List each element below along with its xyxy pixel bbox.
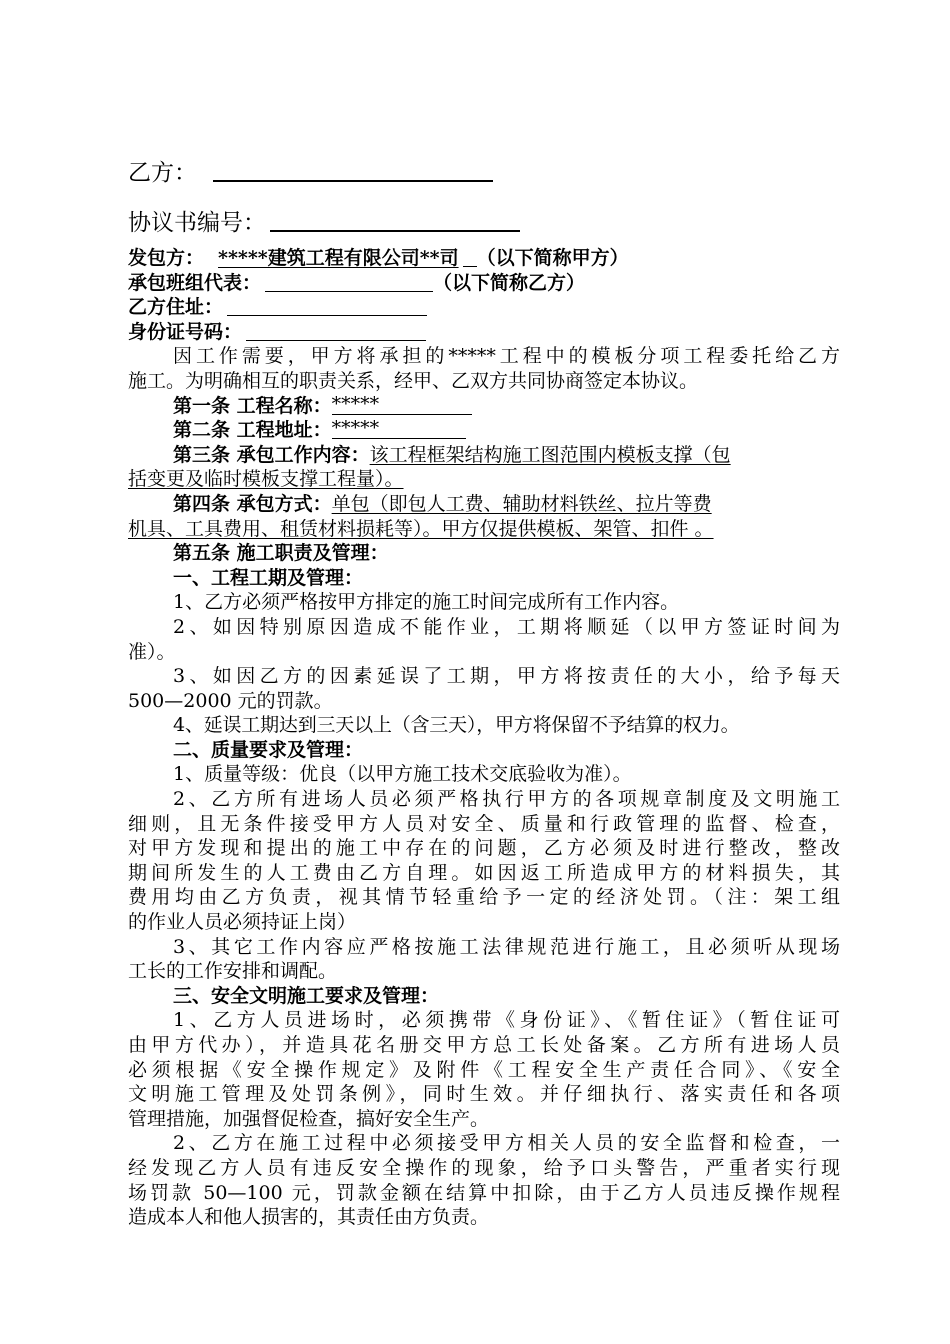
- article-3-label: 第三条 承包工作内容：: [173, 443, 370, 466]
- article-3-line-1: [128, 443, 840, 468]
- party-b-header: [128, 158, 493, 187]
- article-1: [128, 394, 840, 419]
- employer-underline-tail: [463, 247, 477, 267]
- section-3-item-1-line-2: 由甲方代办），并造具花名册交甲方总工长处备案。乙方所有进场人员: [128, 1034, 840, 1056]
- article-1-label: 第一条 工程名称：: [173, 394, 332, 417]
- section-1-item-4: 4、延误工期达到三天以上（含三天），甲方将保留不予结算的权力。: [173, 714, 740, 737]
- section-2-item-3-line-1: 3、其它工作内容应严格按施工法律规范进行施工，且必须听从现场: [173, 935, 840, 958]
- employer-label: 发包方：: [128, 247, 205, 269]
- employer-name: *****建筑工程有限公司**司: [218, 247, 459, 269]
- section-1-item-2-line-2: 准）。: [128, 640, 176, 663]
- agreement-number-label: 协议书编号：: [128, 210, 266, 236]
- section-1-item-3-line-1: 3、如因乙方的因素延误了工期，甲方将按责任的大小，给予每天: [173, 665, 840, 688]
- section-3-item-1-line-1: 1、乙方人员进场时，必须携带《身份证》、《暂住证》（暂住证可: [173, 1009, 840, 1032]
- section-3-item-1-line-4: 文明施工管理及处罚条例》，同时生效。并仔细执行、落实责任和各项: [128, 1083, 840, 1106]
- article-1-value-field: [331, 392, 472, 415]
- section-1-title: 一、工程工期及管理：: [173, 566, 364, 589]
- contractor-rep-line: [128, 271, 840, 296]
- section-3-title: 三、安全文明施工要求及管理：: [173, 984, 440, 1007]
- address-line: [128, 295, 840, 320]
- article-3-content-1: 该工程框架结构施工图范围内模板支撑（包: [369, 443, 731, 466]
- contract-body: [128, 246, 840, 1230]
- party-b-label: 乙方：: [128, 160, 197, 186]
- section-2-item-2-line-6: 的作业人员必须持证上岗）: [128, 911, 357, 934]
- article-4-line-2: [128, 517, 840, 542]
- contractor-rep-label: 承包班组代表：: [128, 271, 262, 294]
- article-3-line-2: [128, 467, 840, 492]
- id-line: [128, 320, 840, 345]
- article-2-value: *****: [331, 417, 380, 440]
- intro-line-2: 施工。为明确相互的职责关系，经甲、乙双方共同协商签定本协议。: [128, 369, 699, 392]
- section-2-item-3-line-2: 工长的工作安排和调配。: [128, 960, 338, 983]
- address-label: 乙方住址：: [128, 296, 224, 319]
- employer-suffix: （以下简称甲方）: [476, 247, 629, 269]
- section-2-title: 二、质量要求及管理：: [173, 738, 364, 761]
- contractor-rep-blank[interactable]: [265, 272, 433, 292]
- article-2: [128, 418, 840, 443]
- section-3-item-2-line-4: 造成本人和他人损害的，其责任由方负责。: [128, 1206, 490, 1229]
- section-3-item-1-line-5: 管理措施，加强督促检查，搞好安全生产。: [128, 1107, 490, 1130]
- intro-line-1: 因工作需要，甲方将承担的*****工程中的模板分项工程委托给乙方: [173, 345, 840, 368]
- address-blank[interactable]: [227, 296, 427, 316]
- contractor-suffix: （以下简称乙方）: [433, 271, 586, 294]
- article-4-content-1: 单包（即包人工费、辅助材料铁丝、拉片等费: [331, 492, 712, 515]
- article-1-value: *****: [331, 392, 380, 415]
- section-2-item-2-line-2: 细则，且无条件接受甲方人员对安全、质量和行政管理的监督、检查，: [128, 812, 840, 835]
- section-3-item-2-line-1: 2、乙方在施工过程中必须接受甲方相关人员的安全监督和检查，一: [173, 1132, 840, 1155]
- section-3-item-2-line-3: 场罚款 50—100 元，罚款金额在结算中扣除，由于乙方人员违反操作规程: [128, 1181, 840, 1204]
- article-5-title: 第五条 施工职责及管理：: [173, 542, 389, 565]
- agreement-number-header: [128, 208, 520, 237]
- section-3-item-1-line-3: 必须根据《安全操作规定》及附件《工程安全生产责任合同》、《安全: [128, 1058, 840, 1081]
- section-2-item-2-line-1: 2、乙方所有进场人员必须严格执行甲方的各项规章制度及文明施工: [173, 788, 840, 811]
- article-4-content-2: 机具、工具费用、租赁材料损耗等）。甲方仅提供模板、架管、扣件 。: [128, 517, 714, 540]
- agreement-number-blank[interactable]: [270, 208, 520, 232]
- section-3-item-2-line-2: 经发现乙方人员有违反安全操作的现象，给予口头警告，严重者实行现: [128, 1156, 840, 1179]
- employer-line: [128, 246, 840, 271]
- article-2-value-field: [332, 419, 466, 439]
- party-b-blank[interactable]: [213, 158, 493, 182]
- section-2-item-1: 1、质量等级：优良（以甲方施工技术交底验收为准）。: [173, 763, 632, 786]
- article-3-content-2: 括变更及临时模板支撑工程量）。: [128, 468, 404, 491]
- article-4-label: 第四条 承包方式：: [173, 492, 332, 515]
- section-1-item-1: 1、乙方必须严格按甲方排定的施工时间完成所有工作内容。: [173, 591, 680, 614]
- section-1-item-3-line-2: 500—2000 元的罚款。: [128, 689, 333, 712]
- id-label: 身份证号码：: [128, 320, 243, 343]
- id-blank[interactable]: [246, 321, 426, 341]
- article-2-label: 第二条 工程地址：: [173, 419, 332, 442]
- article-4-line-1: [128, 492, 840, 517]
- section-2-item-2-line-3: 对甲方发现和提出的施工中存在的问题，乙方必须及时进行整改，整改: [128, 837, 840, 860]
- section-1-item-2-line-1: 2、如因特别原因造成不能作业，工期将顺延（以甲方签证时间为: [173, 615, 840, 638]
- section-2-item-2-line-4: 期间所发生的人工费由乙方自理。如因返工所造成甲方的材料损失，其: [128, 861, 840, 884]
- section-2-item-2-line-5: 费用均由乙方负责，视其情节轻重给予一定的经济处罚。（注：架工组: [128, 886, 840, 909]
